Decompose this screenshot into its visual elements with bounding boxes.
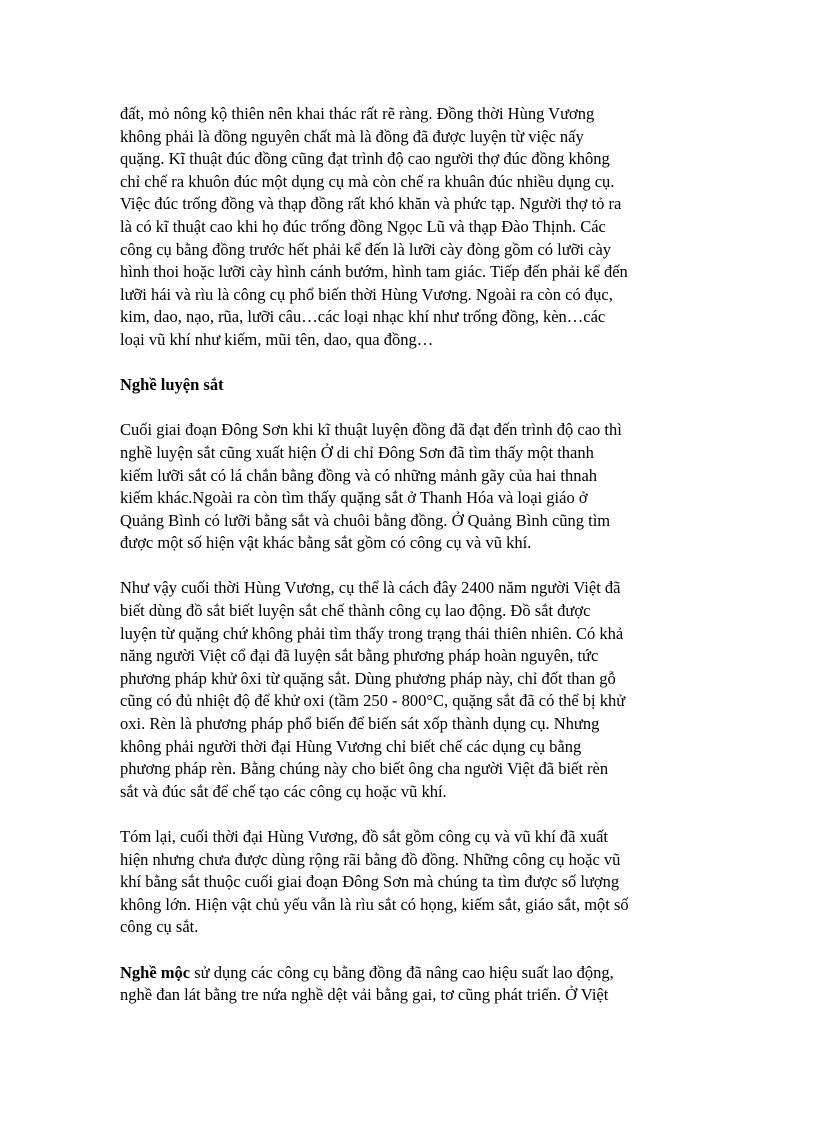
- document-page: [120, 103, 705, 1029]
- paragraph-iron-origin: Cuối giai đoạn Đông Sơn khi kĩ thuật luyện đồng đã đạt đến trình độ cao thì nghề luyện sắt cũng xuất hiện Ở di chỉ Đông Sơn đã tìm thấy một thanh kiếm lưỡi sắt có lá chắn bằng đồng và có những mảnh gãy của hai thnah kiếm khác.Ngoài ra còn tìm thấy quặng sắt ở Thanh Hóa và loại giáo ở Quảng Bình có lưỡi bằng sắt và chuôi bằng đồng. Ở Quảng Bình cũng tìm được một số hiện vật khác bằng sắt gồm có công cụ và vũ khí.: [120, 420, 622, 553]
- paragraph-iron-methods: Như vậy cuối thời Hùng Vương, cụ thể là cách đây 2400 năm người Việt đã biết dùng đồ sắt biết luyện sắt chế thành công cụ lao động. Đồ sắt được luyện từ quặng chứ không phải tìm thấy trong trạng thái thiên nhiên. Có khả năng người Việt cổ đại đã luyện sắt bằng phương pháp hoàn nguyên, tức phương pháp khử ôxi từ quặng sắt. Dùng phương pháp này, chỉ đốt than gỗ cũng có đủ nhiệt độ để khử oxi (tầm 250 - 800°C, quặng sắt đã có thể bị khử oxi. Rèn là phương pháp phổ biến để biến sát xốp thành dụng cụ. Nhưng không phải người thời đại Hùng Vương chỉ biết chế các dụng cụ bằng phương pháp rèn. Bằng chúng này cho biết ông cha người Việt đã biết rèn sắt và đúc sắt để chế tạo các công cụ hoặc vũ khí.: [120, 578, 626, 801]
- carpentry-lead: Nghề mộc: [120, 962, 191, 982]
- carpentry-text: sử dụng các công cụ bằng đồng đã nâng cao hiệu suất lao động, nghề đan lát bằng tre nứa nghề dệt vải bằng gai, tơ cũng phát triển. Ở Việt: [120, 962, 614, 1005]
- heading-iron-smelting: Nghề luyện sắt: [120, 375, 224, 395]
- paragraph-bronze-casting: đất, mỏ nông kộ thiên nên khai thác rất rẽ ràng. Đồng thời Hùng Vương không phải là đồng nguyên chất mà là đồng đã được luyện từ việc nấy quặng. Kĩ thuật đúc đồng cũng đạt trình độ cao người thợ đúc đồng không chỉ chế ra khuôn đúc một dụng cụ mà còn chế ra khuân đúc nhiều dụng cụ. Việc đúc trống đồng và thạp đồng rất khó khăn và phức tạp. Người thợ tỏ ra là có kĩ thuật cao khi họ đúc trống đồng Ngọc Lũ và thạp Đào Thịnh. Các công cụ bằng đồng trước hết phải kể đến là lưỡi cày đòng gồm có lưỡi cày hình thoi hoặc lưỡi cày hình cánh bướm, hình tam giác. Tiếp đến phải kể đến lưỡi hái và rìu là công cụ phổ biến thời Hùng Vương. Ngoài ra còn có đục, kim, dao, nạo, rũa, lưỡi câu…các loại nhạc khí như trống đồng, kèn…các loại vũ khí như kiếm, mũi tên, dao, qua đồng…: [120, 104, 628, 349]
- paragraph-iron-summary: Tóm lại, cuối thời đại Hùng Vương, đồ sắt gồm công cụ và vũ khí đã xuất hiện nhưng chưa được dùng rộng rãi bằng đồ đồng. Những công cụ hoặc vũ khí bằng sắt thuộc cuối giai đoạn Đông Sơn mà chúng ta tìm được số lượng không lớn. Hiện vật chủ yếu vẫn là rìu sắt có họng, kiếm sắt, giáo sắt, một số công cụ sắt.: [120, 827, 629, 937]
- paragraph-carpentry: [120, 962, 705, 1007]
